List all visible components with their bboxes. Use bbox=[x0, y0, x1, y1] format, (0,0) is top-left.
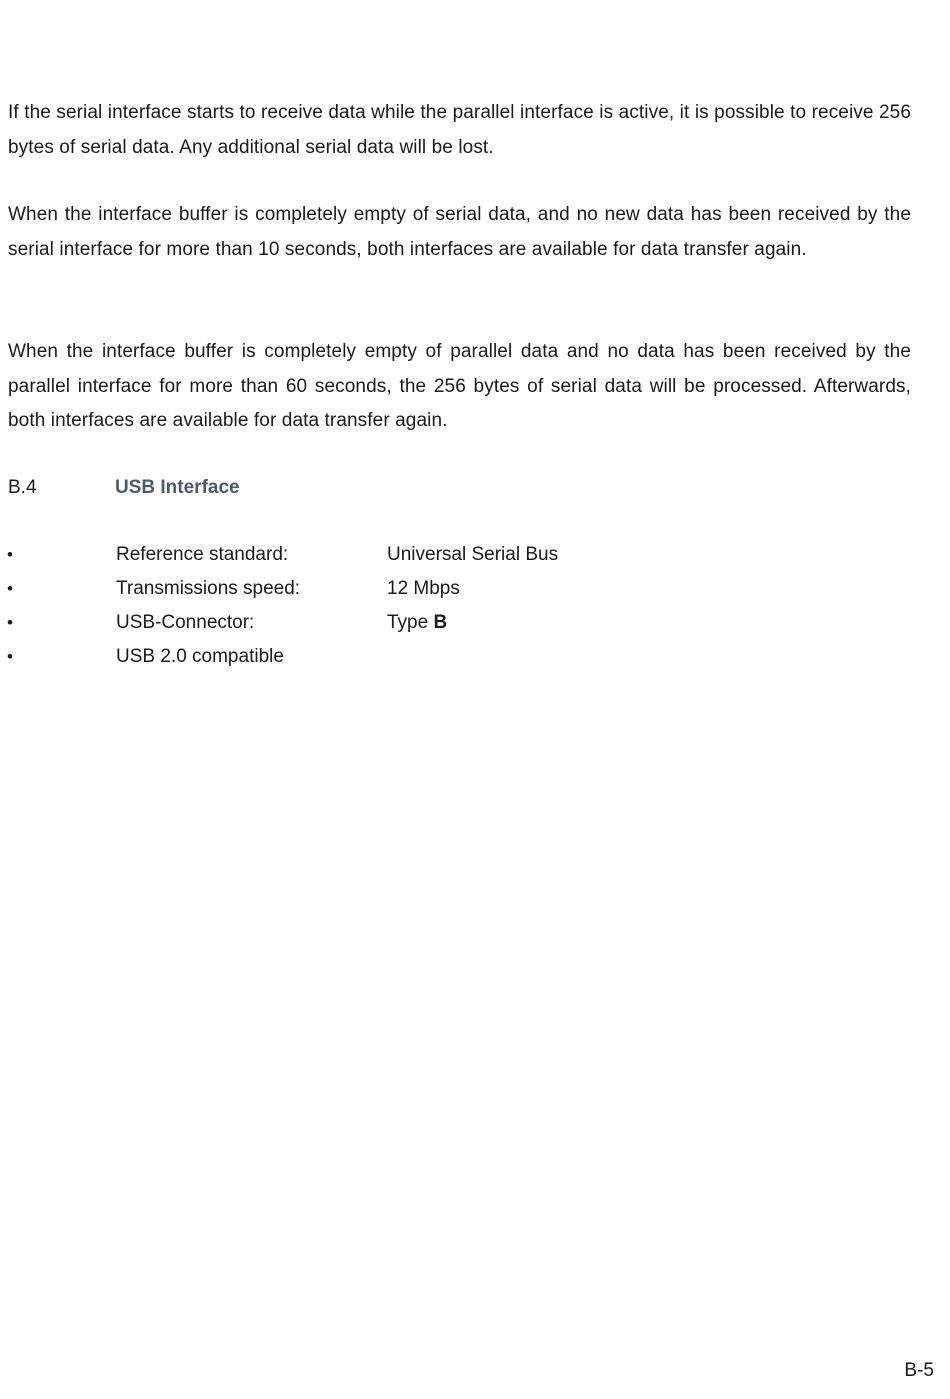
spec-label: Transmissions speed: bbox=[116, 578, 301, 599]
paragraph-parallel-buffer-empty: When the interface buffer is completely empty of parallel data and no data has been received by the parallel interface for more than 60 seconds, the 256 bytes of serial data will be processed. Afterwards, both interfaces are available for data transfer again. bbox=[8, 341, 911, 431]
section-number: B.4 bbox=[8, 477, 37, 498]
paragraph-serial-receive: If the serial interface starts to receive data while the parallel interface is active, it is possible to receive 256 bytes of serial data. Any additional serial data will be lost. bbox=[8, 102, 911, 158]
spec-label: USB-Connector: bbox=[116, 612, 255, 633]
section-title: USB Interface bbox=[115, 477, 240, 498]
spec-item-reference-standard bbox=[0, 538, 700, 572]
bullet-icon: • bbox=[7, 579, 13, 598]
spec-label: Reference standard: bbox=[116, 544, 289, 565]
spec-value-prefix: Type bbox=[387, 612, 434, 633]
spec-item-usb-compatibility bbox=[0, 640, 700, 674]
spec-label: USB 2.0 compatible bbox=[116, 646, 284, 667]
spec-value: 12 Mbps bbox=[387, 578, 460, 599]
bullet-icon: • bbox=[7, 545, 13, 564]
spec-item-transmission-speed bbox=[0, 572, 700, 606]
spec-value: Universal Serial Bus bbox=[387, 544, 559, 565]
bullet-icon: • bbox=[7, 613, 13, 632]
page-number: B-5 bbox=[904, 1360, 934, 1381]
spec-value-bold: B bbox=[433, 612, 448, 633]
spec-value bbox=[387, 606, 447, 640]
bullet-icon: • bbox=[7, 647, 13, 666]
paragraph-serial-buffer-empty: When the interface buffer is completely empty of serial data, and no new data has been received by the serial interface for more than 10 seconds, both interfaces are available for data transfer again. bbox=[8, 204, 911, 260]
usb-spec-list bbox=[0, 538, 700, 674]
spec-item-usb-connector bbox=[0, 606, 700, 640]
